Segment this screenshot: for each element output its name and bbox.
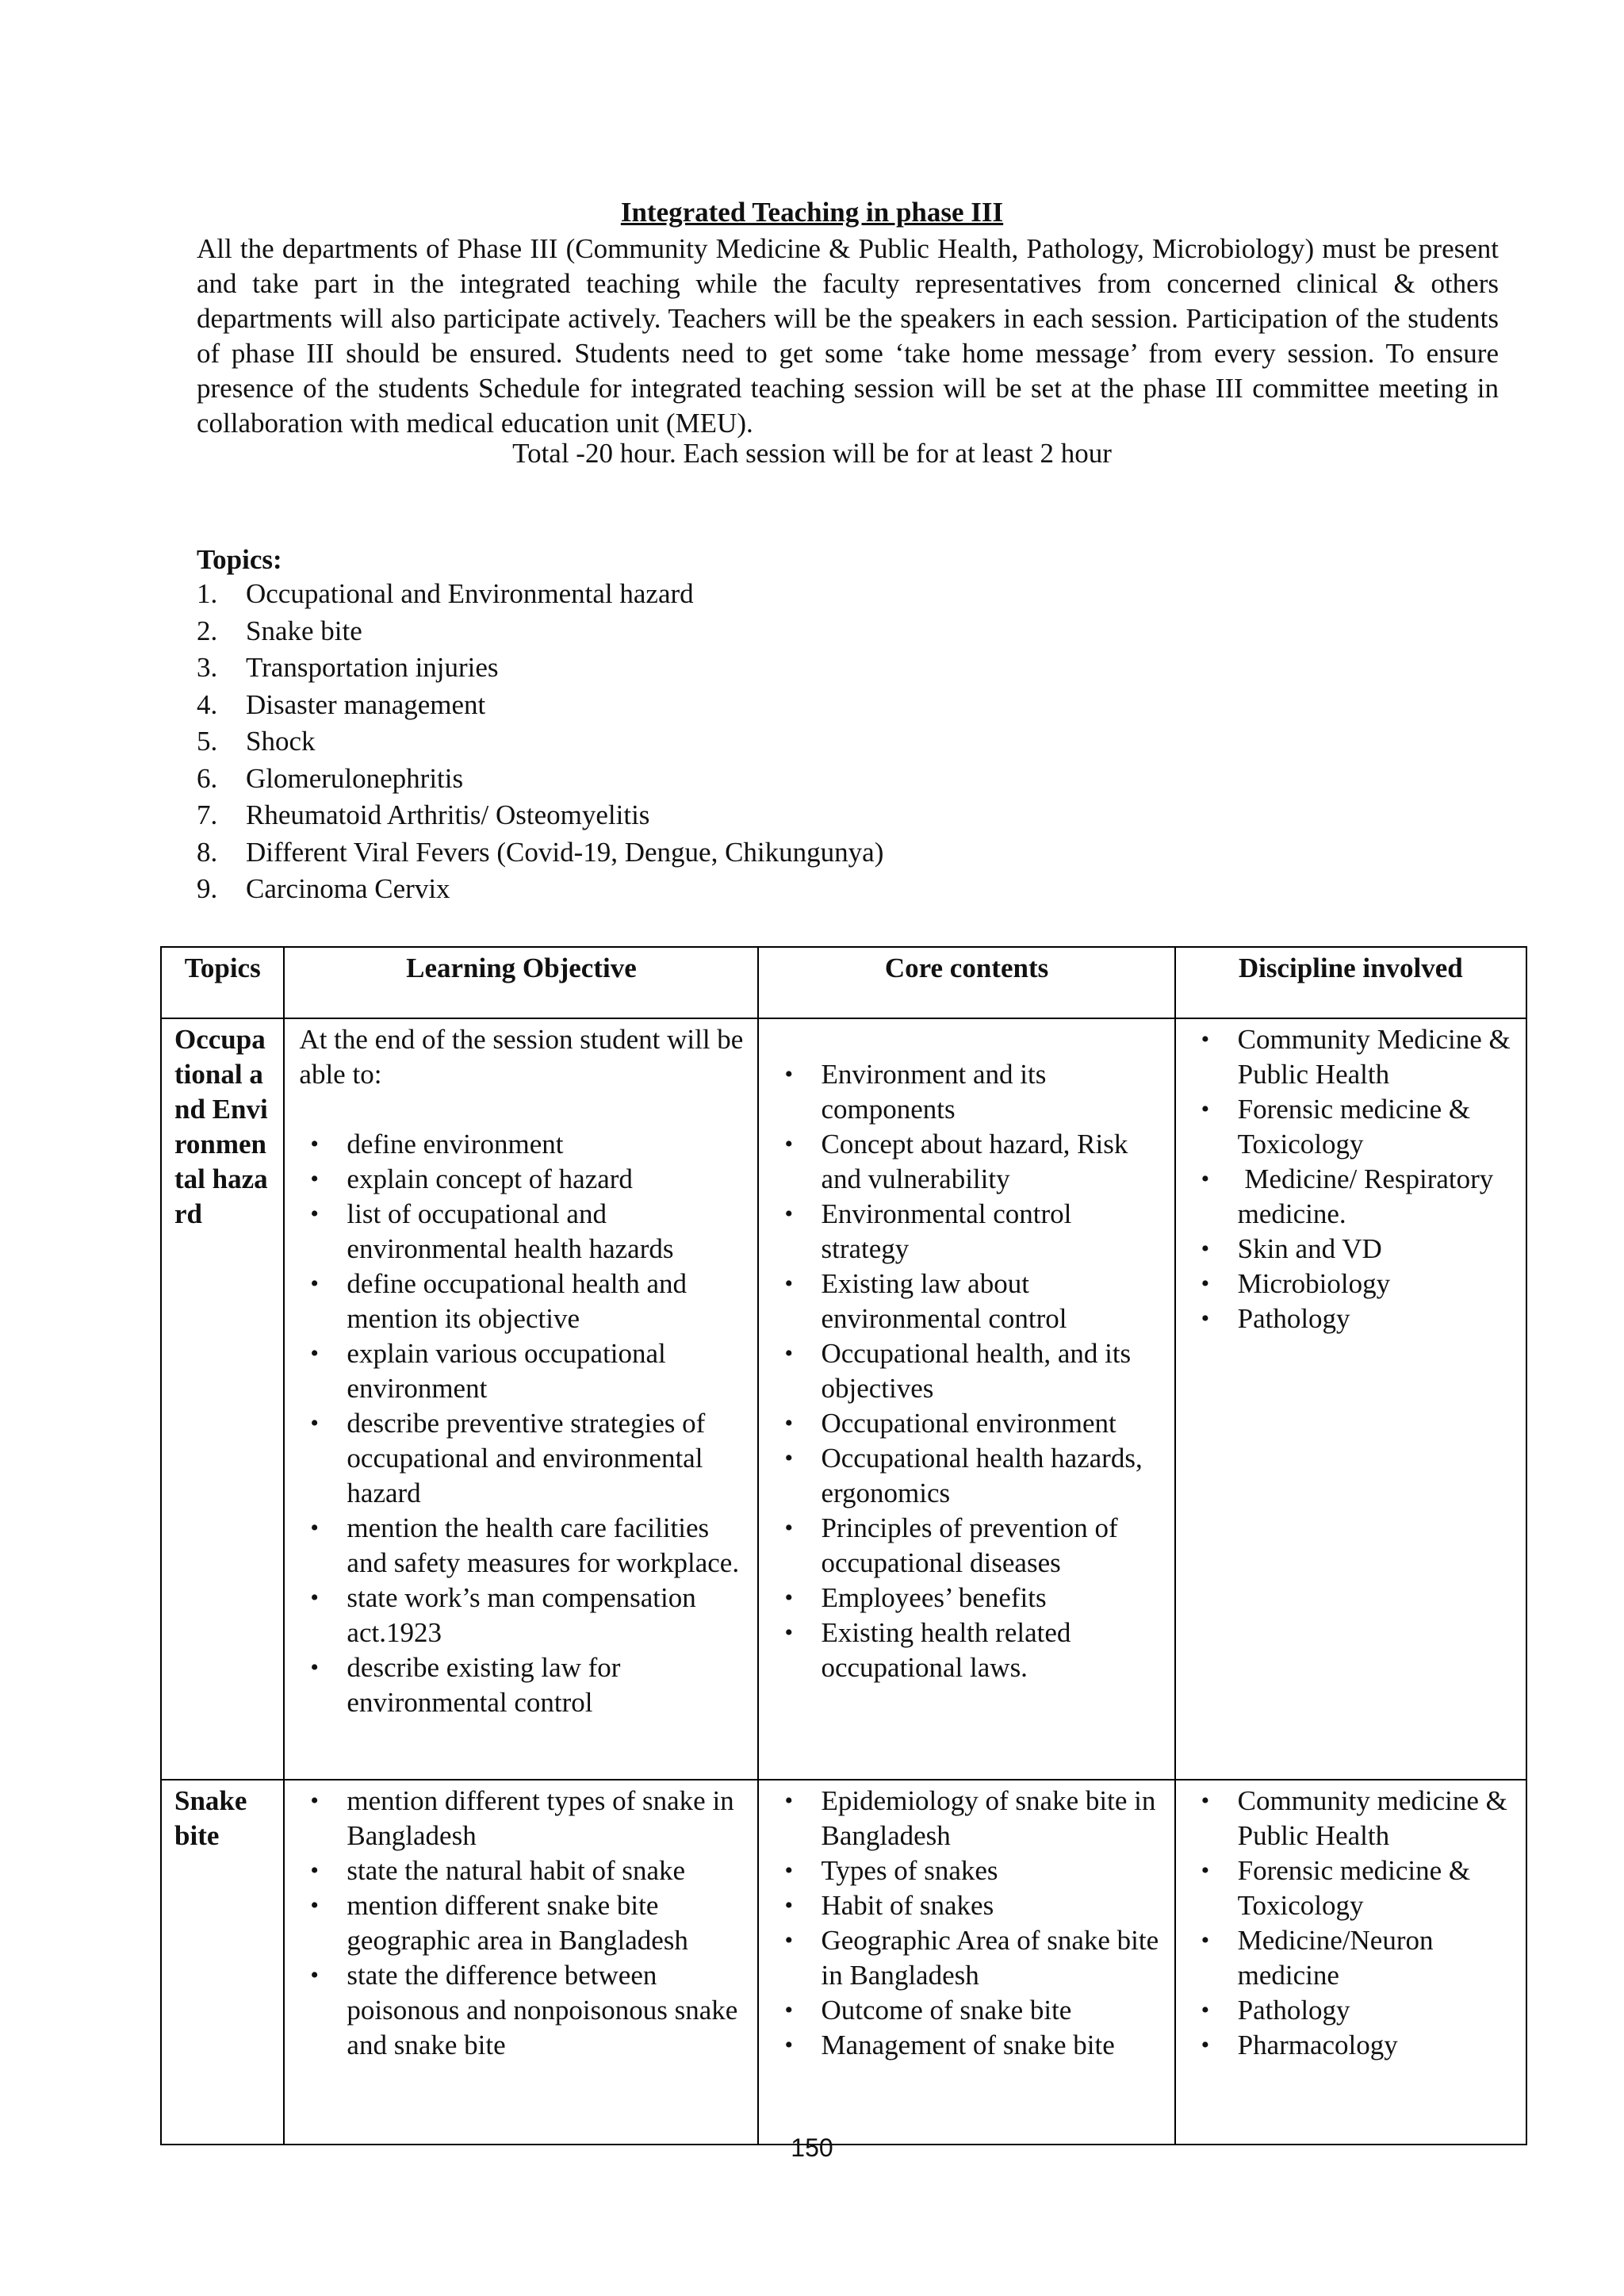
list-item: • Community Medicine & Public Health (1190, 1022, 1511, 1092)
header-learning-objective: Learning Objective (284, 947, 758, 1018)
topic-cell: Occupational and Environmental hazard (161, 1018, 284, 1780)
topic-item: 3. Transportation injuries (197, 652, 499, 683)
list-item: • Medicine/Neuron medicine (1190, 1923, 1511, 1993)
list-item: • Forensic medicine & Toxicology (1190, 1092, 1511, 1162)
topic-item: 1. Occupational and Environmental hazard (197, 578, 694, 609)
integrated-teaching-table (160, 946, 1527, 2145)
list-item: • Habit of snakes (773, 1888, 1159, 1923)
topic-item: 5. Shock (197, 726, 316, 757)
topics-list (197, 576, 883, 908)
list-item: • mention different snake bite geographic area in Bangladesh (299, 1888, 743, 1958)
list-item: • Occupational health hazards, ergonomics (773, 1441, 1159, 1511)
list-item: • Environmental control strategy (773, 1197, 1159, 1267)
topic-item: 7. Rheumatoid Arthritis/ Osteomyelitis (197, 799, 650, 830)
list-item: • Pharmacology (1190, 2028, 1511, 2063)
header-discipline-involved: Discipline involved (1175, 947, 1526, 1018)
list-item: • Occupational health, and its objectives (773, 1336, 1159, 1406)
list-item: • list of occupational and environmental health hazards (299, 1197, 743, 1267)
header-topics: Topics (161, 947, 284, 1018)
table-row (161, 1018, 1526, 1780)
topic-item: 8. Different Viral Fevers (Covid-19, Dengue, Chikungunya) (197, 836, 884, 868)
list-item: • describe existing law for environmental control (299, 1650, 743, 1720)
list-item: • mention the health care facilities and safety measures for workplace. (299, 1511, 743, 1581)
list-item: • Pathology (1190, 1301, 1511, 1336)
learning-objective-cell (284, 1018, 758, 1780)
discipline-cell (1175, 1780, 1526, 2145)
table-header-row (161, 947, 1526, 1018)
list-item: • state the natural habit of snake (299, 1853, 743, 1888)
core-contents-cell (758, 1018, 1174, 1780)
topic-cell: Snake bite (161, 1780, 284, 2145)
list-item: • Environment and its components (773, 1057, 1159, 1127)
list-item: • Management of snake bite (773, 2028, 1159, 2063)
discipline-cell (1175, 1018, 1526, 1780)
core-contents-list (773, 1784, 1159, 2063)
learning-objective-cell (284, 1780, 758, 2145)
list-item: • Skin and VD (1190, 1232, 1511, 1267)
list-item: • Microbiology (1190, 1267, 1511, 1301)
list-item: • Concept about hazard, Risk and vulnerability (773, 1127, 1159, 1197)
list-item: • describe preventive strategies of occupational and environmental hazard (299, 1406, 743, 1511)
core-contents-cell (758, 1780, 1174, 2145)
list-item: • Occupational environment (773, 1406, 1159, 1441)
intro-paragraph: All the departments of Phase III (Community Medicine & Public Health, Pathology, Microbiology) must be present and take part in the integrated teaching while the faculty representatives from concerned clinical & others departments will also participate actively. Teachers will be the speakers in each session. Participation of the students of phase III should be ensured. Students need to get some ‘take home message’ from every session. To ensure presence of the students Schedule for integrated teaching session will be set at the phase III committee meeting in collaboration with medical education unit (MEU). (197, 233, 1499, 439)
list-item: • Epidemiology of snake bite in Bangladesh (773, 1784, 1159, 1853)
table-row (161, 1780, 1526, 2145)
list-item: • Medicine/ Respiratory medicine. (1190, 1162, 1511, 1232)
objective-list (299, 1127, 743, 1720)
page-title: Integrated Teaching in phase III (620, 197, 1004, 228)
topic-item: 4. Disaster management (197, 688, 486, 720)
core-contents-list (773, 1057, 1159, 1685)
list-item: • Employees’ benefits (773, 1581, 1159, 1616)
topic-item: 6. Glomerulonephritis (197, 762, 464, 794)
objective-intro: At the end of the session student will be able to: (299, 1024, 744, 1090)
page-number: 150 (791, 2133, 833, 2162)
objective-list (299, 1784, 743, 2063)
topic-item: 2. Snake bite (197, 615, 362, 646)
list-item: • explain concept of hazard (299, 1162, 743, 1197)
list-item: • Types of snakes (773, 1853, 1159, 1888)
list-item: • Existing health related occupational laws. (773, 1616, 1159, 1685)
discipline-list (1190, 1784, 1511, 2063)
list-item: • Pathology (1190, 1993, 1511, 2028)
list-item: • Outcome of snake bite (773, 1993, 1159, 2028)
topics-heading: Topics: (197, 544, 282, 575)
list-item: • mention different types of snake in Bangladesh (299, 1784, 743, 1853)
list-item: • state the difference between poisonous and nonpoisonous snake and snake bite (299, 1958, 743, 2063)
total-hours-note: Total -20 hour. Each session will be for at least 2 hour (512, 438, 1112, 469)
list-item: • state work’s man compensation act.1923 (299, 1581, 743, 1650)
header-core-contents: Core contents (758, 947, 1174, 1018)
list-item: • define occupational health and mention its objective (299, 1267, 743, 1336)
list-item: • Geographic Area of snake bite in Bangladesh (773, 1923, 1159, 1993)
list-item: • explain various occupational environment (299, 1336, 743, 1406)
list-item: • Community medicine & Public Health (1190, 1784, 1511, 1853)
list-item: • Existing law about environmental control (773, 1267, 1159, 1336)
discipline-list (1190, 1022, 1511, 1336)
list-item: • define environment (299, 1127, 743, 1162)
list-item: • Forensic medicine & Toxicology (1190, 1853, 1511, 1923)
topic-item: 9. Carcinoma Cervix (197, 873, 450, 904)
list-item: • Principles of prevention of occupational diseases (773, 1511, 1159, 1581)
